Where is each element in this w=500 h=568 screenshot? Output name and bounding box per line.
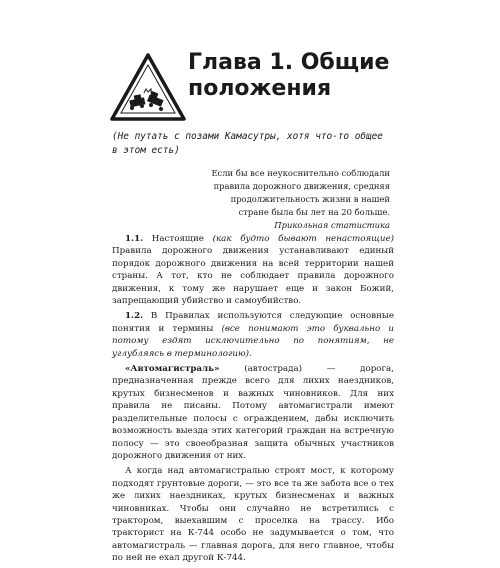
epigraph-joke: (Не путать с позами Камасутры, хотя что-то общее в этом есть) — [112, 131, 383, 156]
text-span: . — [249, 348, 252, 359]
italic-aside: (как будто бывают ненастоящие) — [212, 234, 395, 244]
section-number: 1.1. — [125, 234, 144, 244]
body-text — [112, 233, 394, 568]
paragraph-autobahn — [112, 363, 394, 462]
paragraph-1-2 — [112, 310, 394, 360]
term: «Автомагистраль» — [125, 364, 220, 375]
text-span: А когда над автомагистралью строят мост, к которому подходят грунтовые дороги, — это все та же забота все о тех же лихих наездниках, крутых бизнесменах и важных чиновниках. Чтобы они случайно не встретились с трактором, выехавшим с проселка на трассу. Ибо тракторист на К-744 особо не задумывается о том, что автомагистраль — главная дорога, для него главное, чтобы по ней не ехал другой К-744. — [112, 466, 394, 564]
epigraph-quote: Если бы все неукоснительно соблюдали правила дорожного движения, средняя продолжительность жизни в нашей стране была бы лет на 20 больше. — [211, 168, 390, 217]
paragraph-1-1 — [112, 233, 394, 307]
text-span: Правила дорожного движения устанавливают единый порядок дорожного движения на всей территории нашей страны. А тот, кто не соблюдает правила дорожного движения, к тому же нарушает еще и закон Божий, запрещающий убийство и самоубийство. — [112, 246, 394, 307]
text-span: (автострада) — дорога, предназначенная прежде всего для лихих наездников, крутых бизнесменов и важных чиновников. Для них правила не писаны. Потому автомагистрали имеют разделительные полосы с ограждением, дабы исключить возможность выезда этих категорий граждан на встречную полосу — это своеобразная защита обычных участников дорожного движения от них. — [112, 364, 394, 461]
paragraph-bridge — [112, 465, 394, 564]
chapter-title: Глава 1. Общие положения — [188, 50, 390, 101]
section-number: 1.2. — [125, 311, 144, 322]
epigraph-source: Прикольная статистика — [274, 220, 390, 230]
text-span: Настоящие — [143, 234, 213, 244]
italic-aside: (все понимают это буквально и потому ездят исключительно по понятиям, не углубляясь в терминологию) — [112, 323, 394, 359]
road-sign-crash-icon — [110, 53, 186, 121]
text-span: В Правилах используются следующие основные понятия и термины — [112, 311, 394, 334]
